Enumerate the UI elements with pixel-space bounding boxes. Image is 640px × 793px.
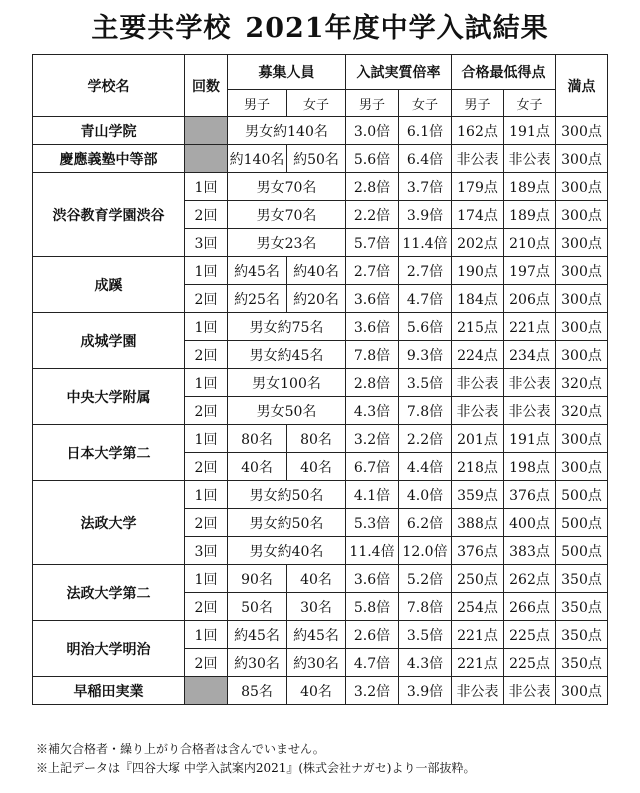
ratio-girls: 2.2倍 xyxy=(399,425,452,453)
round-cell-blank xyxy=(185,117,228,145)
round-cell: 1回 xyxy=(185,173,228,201)
round-cell: 2回 xyxy=(185,285,228,313)
header-ratio-girls: 女子 xyxy=(399,90,452,117)
ratio-boys: 3.6倍 xyxy=(346,313,399,341)
score-boys: 190点 xyxy=(452,257,504,285)
score-girls: 376点 xyxy=(504,481,556,509)
round-cell: 1回 xyxy=(185,481,228,509)
footnote: ※補欠合格者・繰り上がり合格者は含んでいません。 xyxy=(36,742,325,756)
ratio-boys: 3.2倍 xyxy=(346,425,399,453)
score-boys: 221点 xyxy=(452,621,504,649)
score-girls: 234点 xyxy=(504,341,556,369)
capacity-girls: 40名 xyxy=(287,677,346,705)
ratio-boys: 11.4倍 xyxy=(346,537,399,565)
capacity-girls: 約20名 xyxy=(287,285,346,313)
round-cell: 3回 xyxy=(185,537,228,565)
score-girls: 非公表 xyxy=(504,397,556,425)
header-min-score: 合格最低得点 xyxy=(452,55,556,90)
full-score: 500点 xyxy=(556,481,608,509)
table-row xyxy=(33,677,608,705)
score-boys: 254点 xyxy=(452,593,504,621)
ratio-boys: 7.8倍 xyxy=(346,341,399,369)
results-table xyxy=(32,54,608,705)
ratio-girls: 4.7倍 xyxy=(399,285,452,313)
table-row xyxy=(33,565,608,593)
score-girls: 197点 xyxy=(504,257,556,285)
school-name: 青山学院 xyxy=(33,117,185,145)
capacity-girls: 約30名 xyxy=(287,649,346,677)
school-name: 早稲田実業 xyxy=(33,677,185,705)
footnote: ※上記データは『四谷大塚 中学入試案内2021』(株式会社ナガセ)より一部抜粋。 xyxy=(36,761,476,775)
ratio-girls: 6.4倍 xyxy=(399,145,452,173)
ratio-boys: 5.3倍 xyxy=(346,509,399,537)
score-boys: 174点 xyxy=(452,201,504,229)
ratio-girls: 5.6倍 xyxy=(399,313,452,341)
score-girls: 189点 xyxy=(504,201,556,229)
table-row xyxy=(33,117,608,145)
footnotes xyxy=(36,740,475,778)
score-boys: 215点 xyxy=(452,313,504,341)
ratio-girls: 4.3倍 xyxy=(399,649,452,677)
title-main: 主要共学校 xyxy=(91,13,232,44)
ratio-boys: 5.8倍 xyxy=(346,593,399,621)
ratio-girls: 3.9倍 xyxy=(399,201,452,229)
score-girls: 225点 xyxy=(504,621,556,649)
full-score: 350点 xyxy=(556,649,608,677)
table-body xyxy=(33,117,608,705)
capacity-boys: 50名 xyxy=(228,593,287,621)
capacity-boys: 約45名 xyxy=(228,257,287,285)
school-name: 成城学園 xyxy=(33,313,185,369)
score-boys: 162点 xyxy=(452,117,504,145)
round-cell: 1回 xyxy=(185,369,228,397)
capacity-combined: 男女約50名 xyxy=(228,481,346,509)
round-cell-blank xyxy=(185,677,228,705)
header-school: 学校名 xyxy=(33,55,185,117)
full-score: 300点 xyxy=(556,677,608,705)
score-girls: 非公表 xyxy=(504,145,556,173)
full-score: 320点 xyxy=(556,369,608,397)
table-row xyxy=(33,425,608,453)
table-row xyxy=(33,313,608,341)
table-row xyxy=(33,145,608,173)
round-cell: 3回 xyxy=(185,229,228,257)
capacity-girls: 約45名 xyxy=(287,621,346,649)
score-boys: 376点 xyxy=(452,537,504,565)
capacity-girls: 80名 xyxy=(287,425,346,453)
score-girls: 非公表 xyxy=(504,677,556,705)
capacity-boys: 85名 xyxy=(228,677,287,705)
school-name: 明治大学明治 xyxy=(33,621,185,677)
score-girls: 非公表 xyxy=(504,369,556,397)
score-girls: 262点 xyxy=(504,565,556,593)
ratio-boys: 2.7倍 xyxy=(346,257,399,285)
capacity-boys: 約140名 xyxy=(228,145,287,173)
score-girls: 189点 xyxy=(504,173,556,201)
capacity-boys: 80名 xyxy=(228,425,287,453)
full-score: 300点 xyxy=(556,453,608,481)
header-full-score: 満点 xyxy=(556,55,608,117)
round-cell: 2回 xyxy=(185,201,228,229)
score-boys: 218点 xyxy=(452,453,504,481)
round-cell: 1回 xyxy=(185,621,228,649)
full-score: 300点 xyxy=(556,257,608,285)
score-boys: 非公表 xyxy=(452,677,504,705)
table-row xyxy=(33,481,608,509)
ratio-boys: 3.0倍 xyxy=(346,117,399,145)
score-boys: 非公表 xyxy=(452,145,504,173)
score-boys: 250点 xyxy=(452,565,504,593)
ratio-girls: 2.7倍 xyxy=(399,257,452,285)
header-round: 回数 xyxy=(185,55,228,117)
round-cell: 2回 xyxy=(185,649,228,677)
round-cell: 1回 xyxy=(185,313,228,341)
score-boys: 非公表 xyxy=(452,369,504,397)
school-name: 中央大学附属 xyxy=(33,369,185,425)
capacity-combined: 男女50名 xyxy=(228,397,346,425)
ratio-boys: 2.8倍 xyxy=(346,369,399,397)
capacity-girls: 40名 xyxy=(287,565,346,593)
full-score: 320点 xyxy=(556,397,608,425)
score-girls: 221点 xyxy=(504,313,556,341)
full-score: 300点 xyxy=(556,285,608,313)
score-boys: 非公表 xyxy=(452,397,504,425)
round-cell: 1回 xyxy=(185,257,228,285)
score-boys: 184点 xyxy=(452,285,504,313)
ratio-girls: 4.0倍 xyxy=(399,481,452,509)
capacity-girls: 約40名 xyxy=(287,257,346,285)
header-ratio: 入試実質倍率 xyxy=(346,55,452,90)
ratio-girls: 4.4倍 xyxy=(399,453,452,481)
score-boys: 359点 xyxy=(452,481,504,509)
capacity-girls: 40名 xyxy=(287,453,346,481)
full-score: 300点 xyxy=(556,201,608,229)
header-capacity: 募集人員 xyxy=(228,55,346,90)
ratio-boys: 5.7倍 xyxy=(346,229,399,257)
ratio-girls: 5.2倍 xyxy=(399,565,452,593)
ratio-girls: 6.1倍 xyxy=(399,117,452,145)
full-score: 350点 xyxy=(556,593,608,621)
header-score-boys: 男子 xyxy=(452,90,504,117)
score-girls: 266点 xyxy=(504,593,556,621)
ratio-girls: 3.5倍 xyxy=(399,621,452,649)
ratio-girls: 11.4倍 xyxy=(399,229,452,257)
capacity-boys: 40名 xyxy=(228,453,287,481)
school-name: 日本大学第二 xyxy=(33,425,185,481)
full-score: 300点 xyxy=(556,229,608,257)
ratio-girls: 9.3倍 xyxy=(399,341,452,369)
ratio-boys: 5.6倍 xyxy=(346,145,399,173)
table-row xyxy=(33,621,608,649)
title-year: 2021年度中学入試結果 xyxy=(245,13,549,44)
round-cell: 1回 xyxy=(185,565,228,593)
score-boys: 202点 xyxy=(452,229,504,257)
score-girls: 210点 xyxy=(504,229,556,257)
score-girls: 191点 xyxy=(504,117,556,145)
ratio-girls: 12.0倍 xyxy=(399,537,452,565)
round-cell: 1回 xyxy=(185,425,228,453)
score-boys: 201点 xyxy=(452,425,504,453)
ratio-girls: 3.9倍 xyxy=(399,677,452,705)
capacity-combined: 男女70名 xyxy=(228,173,346,201)
ratio-boys: 2.2倍 xyxy=(346,201,399,229)
score-girls: 206点 xyxy=(504,285,556,313)
table-row xyxy=(33,173,608,201)
ratio-boys: 3.6倍 xyxy=(346,565,399,593)
capacity-combined: 男女100名 xyxy=(228,369,346,397)
score-boys: 388点 xyxy=(452,509,504,537)
table-row xyxy=(33,257,608,285)
full-score: 300点 xyxy=(556,313,608,341)
score-boys: 221点 xyxy=(452,649,504,677)
score-girls: 383点 xyxy=(504,537,556,565)
ratio-boys: 3.6倍 xyxy=(346,285,399,313)
full-score: 300点 xyxy=(556,341,608,369)
full-score: 300点 xyxy=(556,117,608,145)
round-cell: 2回 xyxy=(185,509,228,537)
table-row xyxy=(33,369,608,397)
ratio-boys: 4.7倍 xyxy=(346,649,399,677)
full-score: 300点 xyxy=(556,425,608,453)
capacity-girls: 30名 xyxy=(287,593,346,621)
ratio-boys: 6.7倍 xyxy=(346,453,399,481)
capacity-combined: 男女70名 xyxy=(228,201,346,229)
capacity-girls: 約50名 xyxy=(287,145,346,173)
full-score: 350点 xyxy=(556,621,608,649)
full-score: 350点 xyxy=(556,565,608,593)
ratio-girls: 3.7倍 xyxy=(399,173,452,201)
ratio-boys: 4.1倍 xyxy=(346,481,399,509)
capacity-combined: 男女約140名 xyxy=(228,117,346,145)
round-cell: 2回 xyxy=(185,397,228,425)
header-score-girls: 女子 xyxy=(504,90,556,117)
ratio-girls: 7.8倍 xyxy=(399,593,452,621)
capacity-boys: 約25名 xyxy=(228,285,287,313)
round-cell-blank xyxy=(185,145,228,173)
capacity-combined: 男女約45名 xyxy=(228,341,346,369)
ratio-girls: 6.2倍 xyxy=(399,509,452,537)
capacity-boys: 約45名 xyxy=(228,621,287,649)
round-cell: 2回 xyxy=(185,341,228,369)
school-name: 渋谷教育学園渋谷 xyxy=(33,173,185,257)
school-name: 成蹊 xyxy=(33,257,185,313)
round-cell: 2回 xyxy=(185,593,228,621)
capacity-boys: 90名 xyxy=(228,565,287,593)
score-boys: 224点 xyxy=(452,341,504,369)
ratio-girls: 3.5倍 xyxy=(399,369,452,397)
page-title xyxy=(0,6,640,45)
school-name: 法政大学第二 xyxy=(33,565,185,621)
capacity-combined: 男女約50名 xyxy=(228,509,346,537)
school-name: 慶應義塾中等部 xyxy=(33,145,185,173)
capacity-combined: 男女約75名 xyxy=(228,313,346,341)
ratio-boys: 2.8倍 xyxy=(346,173,399,201)
ratio-girls: 7.8倍 xyxy=(399,397,452,425)
full-score: 300点 xyxy=(556,173,608,201)
score-girls: 198点 xyxy=(504,453,556,481)
ratio-boys: 4.3倍 xyxy=(346,397,399,425)
header-capacity-girls: 女子 xyxy=(287,90,346,117)
capacity-combined: 男女約40名 xyxy=(228,537,346,565)
round-cell: 2回 xyxy=(185,453,228,481)
school-name: 法政大学 xyxy=(33,481,185,565)
full-score: 500点 xyxy=(556,509,608,537)
ratio-boys: 3.2倍 xyxy=(346,677,399,705)
score-boys: 179点 xyxy=(452,173,504,201)
full-score: 300点 xyxy=(556,145,608,173)
full-score: 500点 xyxy=(556,537,608,565)
capacity-boys: 約30名 xyxy=(228,649,287,677)
score-girls: 225点 xyxy=(504,649,556,677)
capacity-combined: 男女23名 xyxy=(228,229,346,257)
header-ratio-boys: 男子 xyxy=(346,90,399,117)
ratio-boys: 2.6倍 xyxy=(346,621,399,649)
score-girls: 191点 xyxy=(504,425,556,453)
header-capacity-boys: 男子 xyxy=(228,90,287,117)
score-girls: 400点 xyxy=(504,509,556,537)
